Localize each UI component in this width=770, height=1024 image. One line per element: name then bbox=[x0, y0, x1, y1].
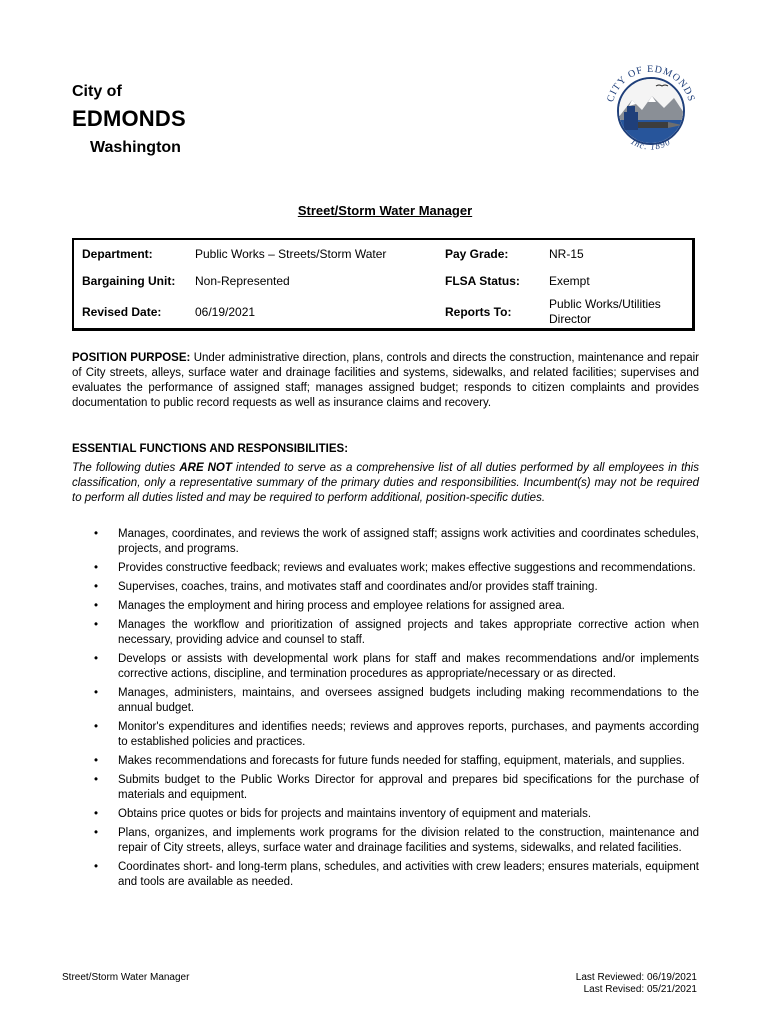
duty-item: • Obtains price quotes or bids for projects and maintains inventory of equipment and materials. bbox=[94, 808, 592, 820]
pay-grade-value: NR-15 bbox=[549, 247, 584, 261]
state-name: Washington bbox=[90, 139, 181, 156]
duty-item: • Coordinates short- and long-term plans, schedules, and activities with crew leaders; ensures materials, equipment and tools are available as needed. bbox=[94, 861, 699, 888]
reports-to-label: Reports To: bbox=[445, 305, 512, 319]
city-seal-logo bbox=[596, 56, 706, 166]
revised-date-label: Revised Date: bbox=[82, 305, 162, 319]
reports-to-value bbox=[549, 297, 661, 327]
svg-text:Inc. 1890: Inc. 1890 bbox=[629, 136, 673, 152]
duty-item: • Monitor's expenditures and identifies needs; reviews and approves reports, purchases, and payments according to established policies and practices. bbox=[94, 721, 699, 748]
document-title: Street/Storm Water Manager bbox=[297, 203, 473, 218]
position-purpose-text: Under administrative direction, plans, controls and directs the construction, maintenance and repair of City streets, alleys, surface water and drainage facilities and systems, sidewalks, and related facilities; supervises and evaluates the performance of assigned staff; manages assigned budget; responds to citizen complaints and provides documentation to public record requests as well as insurance claims and recovery. bbox=[72, 352, 699, 409]
duty-item: • Supervises, coaches, trains, and motivates staff and coordinates and/or provides staff training. bbox=[94, 581, 598, 593]
position-purpose-heading: POSITION PURPOSE: bbox=[72, 352, 191, 364]
duty-item: • Manages the employment and hiring process and employee relations for assigned area. bbox=[94, 600, 565, 612]
duty-item: • Provides constructive feedback; reviews and evaluates work; makes effective suggestions and recommendations. bbox=[94, 562, 696, 574]
essential-functions-intro bbox=[72, 461, 699, 506]
department-label: Department: bbox=[82, 247, 153, 261]
department-value: Public Works – Streets/Storm Water bbox=[195, 247, 387, 261]
duty-item: • Makes recommendations and forecasts for future funds needed for staffing, equipment, materials, and supplies. bbox=[94, 755, 685, 767]
essential-functions-heading: ESSENTIAL FUNCTIONS AND RESPONSIBILITIES: bbox=[72, 443, 349, 455]
reports-to-line-2: Director bbox=[549, 312, 592, 326]
intro-text-end: intended to serve as a comprehensive list of all duties performed by all employees in this classification, only a representative summary of the primary duties and responsibilities. Incumbent(s) may not be required to perform all duties listed and may be required to perform additional, position-specific duties. bbox=[72, 462, 699, 504]
footer-document-title: Street/Storm Water Manager bbox=[62, 972, 190, 983]
reports-to-line-1: Public Works/Utilities bbox=[549, 297, 661, 311]
position-purpose bbox=[72, 351, 699, 411]
city-name: EDMONDS bbox=[72, 106, 186, 131]
svg-text:CITY OF EDMONDS: CITY OF EDMONDS bbox=[605, 63, 697, 104]
flsa-status-label: FLSA Status: bbox=[445, 274, 520, 288]
duty-item: • Submits budget to the Public Works Director for approval and prepares bid specifications for the purchase of materials and equipment. bbox=[94, 774, 699, 801]
duty-item: • Manages, administers, maintains, and oversees assigned budgets including making recommendations to the annual budget. bbox=[94, 687, 699, 714]
footer-review-dates bbox=[520, 972, 697, 996]
duties-list bbox=[72, 527, 699, 894]
position-info-table bbox=[72, 238, 695, 331]
duty-item: • Manages the workflow and prioritization of assigned projects and takes appropriate corrective action when necessary, providing advice and counsel to staff. bbox=[94, 619, 699, 646]
last-reviewed: Last Reviewed: 06/19/2021 bbox=[575, 972, 697, 983]
last-revised: Last Revised: 05/21/2021 bbox=[583, 984, 697, 995]
bargaining-unit-value: Non-Represented bbox=[195, 274, 290, 288]
pay-grade-label: Pay Grade: bbox=[445, 247, 509, 261]
duty-item: • Manages, coordinates, and reviews the work of assigned staff; assigns work activities and coordinates schedules, projects, and programs. bbox=[94, 528, 699, 555]
revised-date-value: 06/19/2021 bbox=[195, 305, 256, 319]
duty-item: • Plans, organizes, and implements work programs for the division related to the construction, maintenance and repair of City streets, alleys, surface water and drainage facilities and systems, sidewalks, and related facilities. bbox=[94, 827, 699, 854]
city-of-label: City of bbox=[72, 83, 122, 100]
duty-item: • Develops or assists with developmental work plans for staff and makes recommendations and/or implements corrective actions, discipline, and termination procedures as appropriate/necessary or as directed. bbox=[94, 653, 699, 680]
intro-emphasis: ARE NOT bbox=[179, 462, 232, 474]
flsa-status-value: Exempt bbox=[549, 274, 590, 288]
intro-text-start: The following duties bbox=[72, 462, 180, 474]
bargaining-unit-label: Bargaining Unit: bbox=[82, 274, 176, 288]
